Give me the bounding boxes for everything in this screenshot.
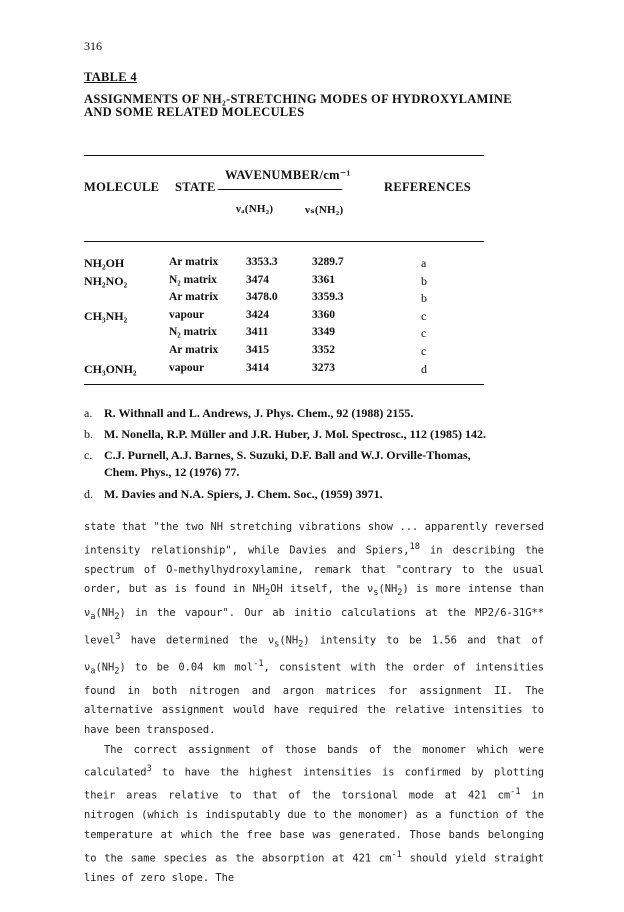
cell-nu-as: 3353.3 xyxy=(246,256,278,268)
cell-reference: d xyxy=(421,361,427,376)
table-row xyxy=(0,256,624,272)
cell-reference: c xyxy=(421,344,427,358)
cell-nu-s: 3360 xyxy=(312,308,335,321)
cell-state: vapour xyxy=(169,308,205,321)
cell-state: Ar matrix xyxy=(169,291,219,304)
table-title xyxy=(84,93,544,119)
header-molecule: MOLECULE xyxy=(84,180,160,194)
header-state: STATE xyxy=(175,180,216,194)
cell-nu-as: 3414 xyxy=(246,361,269,374)
header-nu-as: νₐ(NH₂) xyxy=(236,203,274,215)
footnote-c xyxy=(84,447,554,481)
footnote-label: b. xyxy=(84,427,93,441)
table-label: TABLE 4 xyxy=(84,70,137,84)
paragraph-2: The correct assignment of those bands of the monomer which were calculated$^3$ to have the highest intensities is confirmed by plotting their areas relative to that of the torsional mode at 421 $cm^{-1}$ in nitrogen (which is indisputably due to the monomer) as a function of the temperature at which the free base was generated. Those bands belonging to the same species as the absorption at 421 $cm^{-1}$ should yield straight lines of zero slope. The xyxy=(84,743,544,884)
cell-nu-as: 3474 xyxy=(246,273,269,286)
footnote-label: a. xyxy=(84,406,93,420)
cell-state: Ar matrix xyxy=(169,344,219,356)
footnote-label: c. xyxy=(84,448,93,462)
footnote-text: M. Davies and N.A. Spiers, J. Chem. Soc., (1959) 3971. xyxy=(104,487,383,501)
cell-reference: c xyxy=(421,326,427,341)
cell-nu-as: 3415 xyxy=(246,344,269,356)
cell-nu-as: 3424 xyxy=(246,308,269,321)
cell-molecule: CH₃NH₂ xyxy=(84,308,128,323)
paragraph-1: state that "the two NH stretching vibrations show ... apparently reversed intensity relationship", while Davies and Spiers,$^{18}$ in describing the spectrum of O-methylhydroxylamine, remark that "contrary to the usual order, but as is found in $NH_2OH$ itself, the $\nu_s(NH_2)$ is more intense than $\nu_a(NH_2)$ in the vapour". Our ab initio calculations at the MP2/6-31G** level$^3$ have determined the $\nu_s(NH_2)$ intensity to be 1.56 and that of $\nu_a(NH_2)$ to be 0.04 km mol$^{-1}$, consistent with the order of intensities found in both nitrogen and argon matrices for assignment II. The alternative assignment would have required the relative intensities to have been transposed. xyxy=(84,521,544,737)
footnote-text: R. Withnall and L. Andrews, J. Phys. Chem., 92 (1988) 2155. xyxy=(104,406,414,420)
cell-nu-as: 3411 xyxy=(246,326,269,339)
cell-molecule: NH₂OH xyxy=(84,256,125,270)
footnote-text: M. Nonella, R.P. Müller and J.R. Huber, J. Mol. Spectrosc., 112 (1985) 142. xyxy=(104,427,486,441)
table-row xyxy=(0,309,624,325)
cell-reference: c xyxy=(421,308,427,323)
cell-molecule: CH₃ONH₂ xyxy=(84,361,137,376)
table-row xyxy=(0,344,624,360)
cell-nu-s: 3352 xyxy=(312,344,335,356)
header-wavenumber-rule xyxy=(218,189,342,190)
cell-nu-s: 3361 xyxy=(312,273,335,286)
table-row xyxy=(0,326,624,342)
table-title-line-2: AND SOME RELATED MOLECULES xyxy=(84,105,305,119)
footnote-d xyxy=(84,486,554,503)
cell-state: N₂ matrix xyxy=(169,326,217,339)
footnote-text-continued: Chem. Phys., 12 (1976) 77. xyxy=(104,465,240,479)
cell-nu-s: 3289.7 xyxy=(312,256,344,268)
footnote-text: C.J. Purnell, A.J. Barnes, S. Suzuki, D.F. Ball and W.J. Orville-Thomas, xyxy=(104,448,471,462)
table-header-rule xyxy=(84,241,484,242)
table-title-line-1: ASSIGNMENTS OF NH₂-STRETCHING MODES OF HYDROXYLAMINE xyxy=(84,92,512,106)
footnote-label: d. xyxy=(84,487,93,501)
cell-reference: b xyxy=(421,273,427,288)
cell-nu-s: 3359.3 xyxy=(312,291,344,304)
cell-state: vapour xyxy=(169,361,205,374)
cell-nu-s: 3273 xyxy=(312,361,335,374)
header-wavenumber: WAVENUMBER/cm⁻¹ xyxy=(225,168,351,182)
cell-state: N₂ matrix xyxy=(169,273,217,286)
footnote-b xyxy=(84,426,554,443)
header-nu-s: νₛ(NH₂) xyxy=(305,204,344,216)
table-row xyxy=(0,291,624,307)
cell-nu-s: 3349 xyxy=(312,326,335,339)
header-references: REFERENCES xyxy=(384,180,472,194)
page-number: 316 xyxy=(84,39,102,53)
body-text xyxy=(84,518,544,888)
table-row xyxy=(0,362,624,378)
table-bottom-rule xyxy=(84,384,484,385)
table-row xyxy=(0,274,624,290)
cell-reference: b xyxy=(421,291,427,306)
cell-reference: a xyxy=(421,256,427,270)
cell-nu-as: 3478.0 xyxy=(246,291,278,304)
cell-state: Ar matrix xyxy=(169,256,219,268)
cell-molecule: NH₂NO₂ xyxy=(84,273,128,288)
table-top-rule xyxy=(84,155,484,156)
footnote-a xyxy=(84,405,554,422)
